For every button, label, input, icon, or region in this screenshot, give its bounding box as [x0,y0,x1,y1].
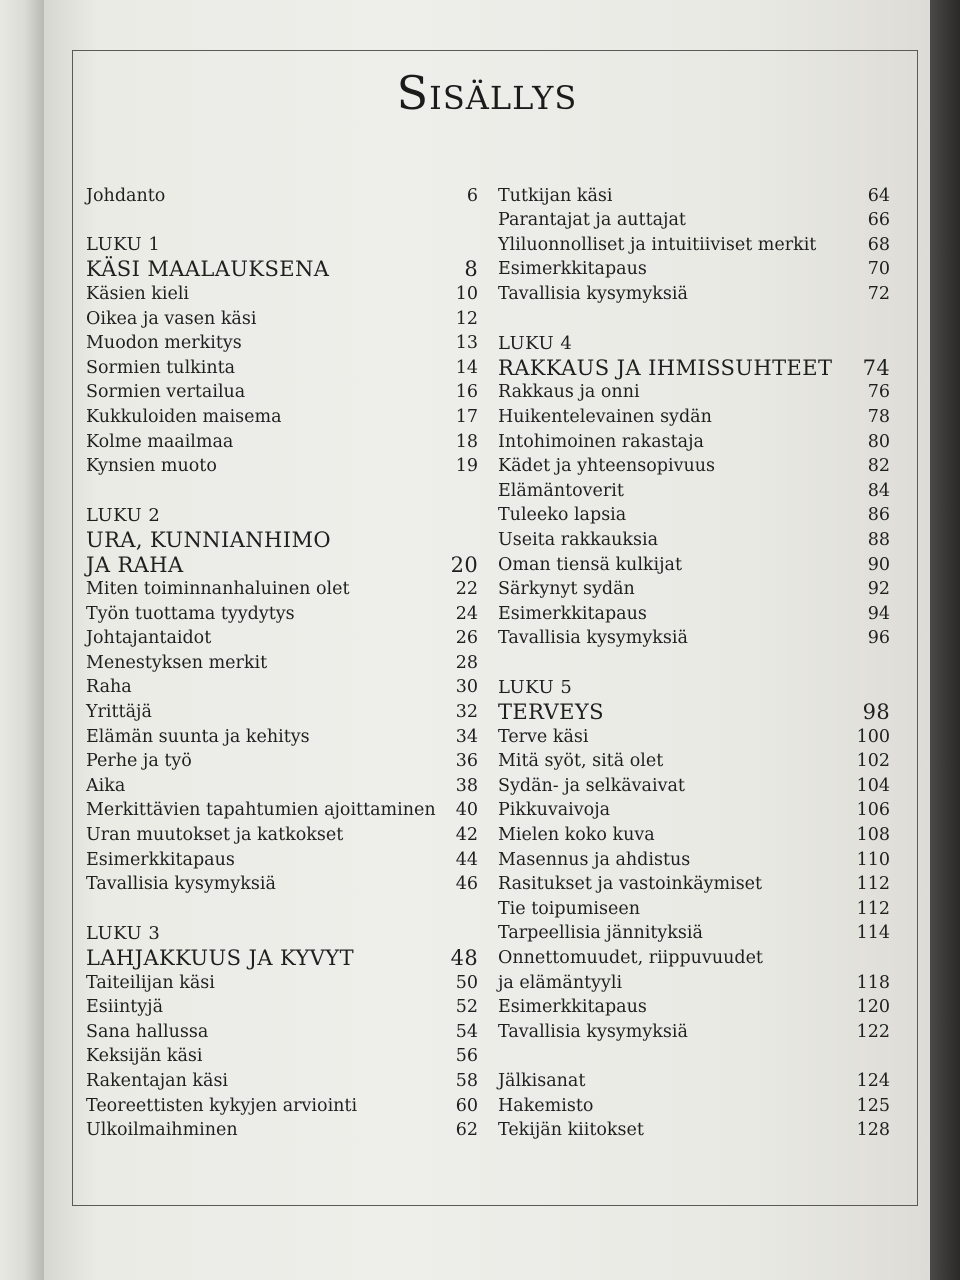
toc-entry: Johtajantaidot 26 [86,628,478,649]
chapter-4-label: LUKU 4 [498,332,573,354]
toc-entry: Oikea ja vasen käsi 12 [86,308,478,329]
toc-entry-intro: Johdanto 6 [86,185,478,206]
chapter-1-title: KÄSI MAALAUKSENA 8 [86,257,478,282]
toc-entry: Esimerkkitapaus 120 [498,997,890,1018]
chapter-5-label: LUKU 5 [498,676,573,698]
toc-entry: Useita rakkauksia 88 [498,529,890,550]
toc-entry: Perhe ja työ 36 [86,751,478,772]
toc-entry: Aika 38 [86,775,478,796]
toc-entry: Kädet ja yhteensopivuus 82 [498,456,890,477]
chapter-2-title-line2: JA RAHA 20 [86,552,478,577]
toc-entry: Tie toipumiseen 112 [498,898,890,919]
toc-entry: Kynsien muoto 19 [86,456,478,477]
toc-entry: Tavallisia kysymyksiä 72 [498,283,890,304]
toc-entry: Yliluonnolliset ja intuitiiviset merkit 68 [498,234,890,255]
toc-entry: Elämäntoverit 84 [498,480,890,501]
toc-entry: ja elämäntyyli 118 [498,972,890,993]
toc-entry: Mielen koko kuva 108 [498,825,890,846]
toc-entry: Oman tiensä kulkijat 90 [498,554,890,575]
toc-entry: Terve käsi 100 [498,726,890,747]
chapter-3-label: LUKU 3 [86,922,161,944]
toc-entry: Onnettomuudet, riippuvuudet [498,948,763,968]
toc-entry: Sydän- ja selkävaivat 104 [498,775,890,796]
toc-left-column [86,183,478,1142]
toc-right-column [498,183,890,1142]
toc-entry: Huikentelevainen sydän 78 [498,406,890,427]
toc-entry: Työn tuottama tyydytys 24 [86,603,478,624]
toc-entry: Ulkoilmaihminen 62 [86,1120,478,1141]
toc-entry: Rasitukset ja vastoinkäymiset 112 [498,874,890,895]
toc-entry: Sana hallussa 54 [86,1021,478,1042]
toc-entry: Esimerkkitapaus 44 [86,849,478,870]
toc-entry: Teoreettisten kykyjen arviointi 60 [86,1095,478,1116]
left-page-edge [0,0,44,1280]
toc-entry: Muodon merkitys 13 [86,333,478,354]
chapter-1-label: LUKU 1 [86,234,161,256]
toc-entry: Taiteilijan käsi 50 [86,972,478,993]
toc-entry: Raha 30 [86,677,478,698]
chapter-5-title: TERVEYS 98 [498,700,890,725]
toc-entry: Tuleeko lapsia 86 [498,505,890,526]
chapter-3-title: LAHJAKKUUS JA KYVYT 48 [86,946,478,970]
toc-entry-index: Hakemisto 125 [498,1095,890,1116]
toc-entry: Tavallisia kysymyksiä 96 [498,628,890,649]
toc-entry: Käsien kieli 10 [86,283,478,304]
toc-entry: Pikkuvaivoja 106 [498,800,890,821]
toc-entry: Yrittäjä 32 [86,702,478,723]
toc-entry: Esimerkkitapaus 94 [498,603,890,624]
toc-entry: Sormien tulkinta 14 [86,357,478,378]
toc-entry: Parantajat ja auttajat 66 [498,210,890,231]
toc-entry: Särkynyt sydän 92 [498,579,890,600]
toc-entry: Keksijän käsi 56 [86,1046,478,1067]
toc-entry: Tarpeellisia jännityksiä 114 [498,923,890,944]
toc-entry: Elämän suunta ja kehitys 34 [86,726,478,747]
toc-entry: Uran muutokset ja katkokset 42 [86,825,478,846]
toc-entry: Esiintyjä 52 [86,997,478,1018]
contents-page [44,0,930,1280]
chapter-2-title-line1: URA, KUNNIANHIMO [86,527,331,552]
toc-entry: Masennus ja ahdistus 110 [498,849,890,870]
toc-entry: Miten toiminnanhaluinen olet 22 [86,579,478,600]
toc-entry: Tutkijan käsi 64 [498,185,890,206]
toc-entry: Esimerkkitapaus 70 [498,259,890,280]
chapter-2-label: LUKU 2 [86,504,161,526]
toc-entry: Menestyksen merkit 28 [86,652,478,673]
toc-entry: Kolme maailmaa 18 [86,431,478,452]
page-title: SISÄLLYS [396,66,578,120]
toc-entry-acknowledgements: Tekijän kiitokset 128 [498,1120,890,1141]
book-cover-edge [930,0,960,1280]
chapter-4-title: RAKKAUS JA IHMISSUHTEET 74 [498,355,890,380]
toc-entry: Sormien vertailua 16 [86,382,478,403]
toc-entry-afterword: Jälkisanat 124 [498,1070,890,1091]
toc-entry: Mitä syöt, sitä olet 102 [498,751,890,772]
toc-entry: Kukkuloiden maisema 17 [86,406,478,427]
toc-entry: Intohimoinen rakastaja 80 [498,431,890,452]
toc-entry: Rakentajan käsi 58 [86,1070,478,1091]
toc-entry: Tavallisia kysymyksiä 122 [498,1021,890,1042]
toc-entry: Merkittävien tapahtumien ajoittaminen 40 [86,800,478,821]
toc-entry: Tavallisia kysymyksiä 46 [86,874,478,895]
toc-entry: Rakkaus ja onni 76 [498,382,890,403]
